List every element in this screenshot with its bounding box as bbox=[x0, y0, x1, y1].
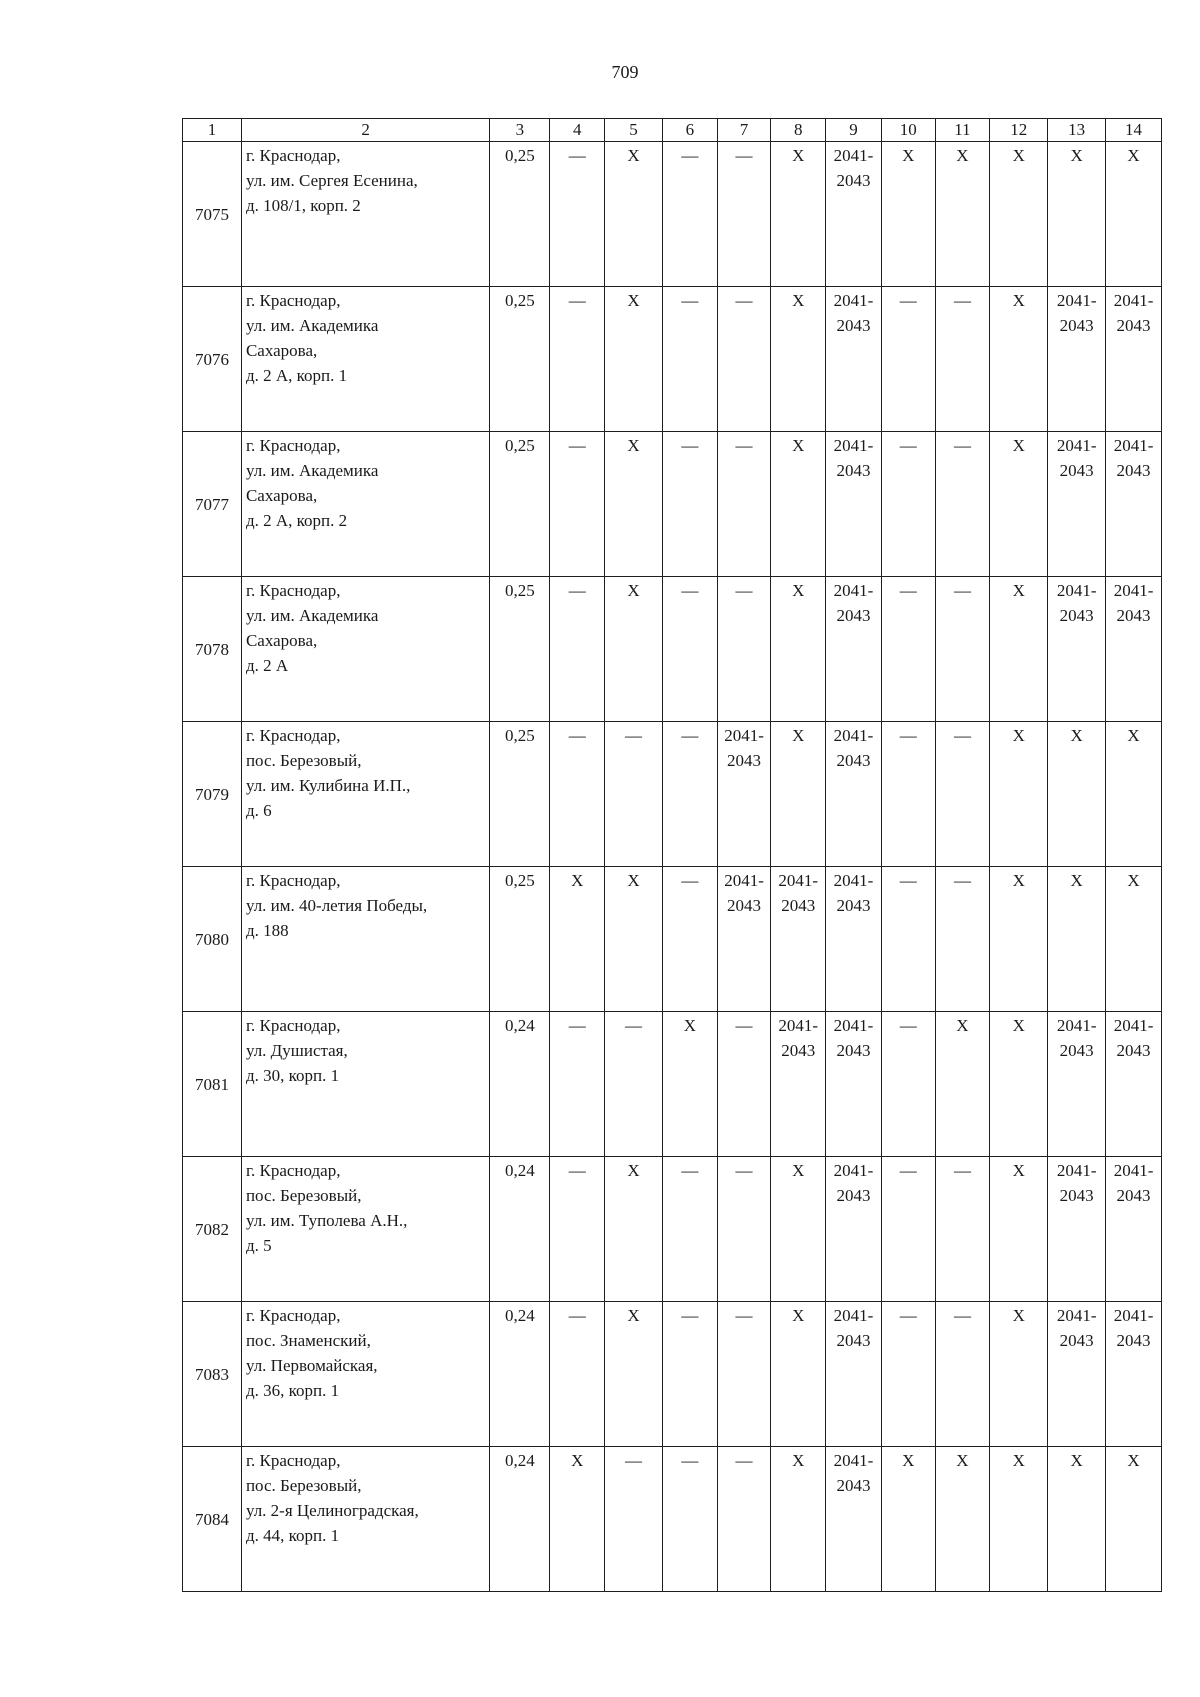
value-cell: — bbox=[662, 577, 717, 722]
address-cell: г. Краснодар, ул. им. Сергея Есенина, д. 108/1, корп. 2 bbox=[241, 142, 489, 287]
value-cell: X bbox=[990, 432, 1048, 577]
table-row bbox=[183, 1447, 1162, 1592]
address-cell: г. Краснодар, пос. Березовый, ул. им. Кулибина И.П., д. 6 bbox=[241, 722, 489, 867]
value-cell: — bbox=[550, 1012, 605, 1157]
value-cell: X bbox=[771, 287, 826, 432]
column-header: 13 bbox=[1048, 119, 1106, 142]
value-cell: X bbox=[1048, 867, 1106, 1012]
value-cell: X bbox=[662, 1012, 717, 1157]
value-cell: X bbox=[1048, 142, 1106, 287]
value-cell: — bbox=[881, 577, 935, 722]
row-number: 7084 bbox=[183, 1447, 242, 1592]
value-cell: 2041- 2043 bbox=[826, 867, 882, 1012]
area-cell: 0,24 bbox=[490, 1012, 550, 1157]
value-cell: — bbox=[881, 1012, 935, 1157]
value-cell: — bbox=[935, 577, 990, 722]
value-cell: — bbox=[662, 722, 717, 867]
value-cell: X bbox=[990, 1157, 1048, 1302]
value-cell: X bbox=[605, 1302, 663, 1447]
value-cell: 2041- 2043 bbox=[826, 1157, 882, 1302]
value-cell: X bbox=[990, 577, 1048, 722]
row-number: 7077 bbox=[183, 432, 242, 577]
value-cell: — bbox=[881, 432, 935, 577]
table-row bbox=[183, 867, 1162, 1012]
value-cell: 2041- 2043 bbox=[826, 577, 882, 722]
value-cell: — bbox=[662, 1157, 717, 1302]
value-cell: 2041- 2043 bbox=[717, 722, 771, 867]
value-cell: — bbox=[550, 287, 605, 432]
value-cell: — bbox=[935, 287, 990, 432]
area-cell: 0,25 bbox=[490, 432, 550, 577]
value-cell: X bbox=[771, 432, 826, 577]
value-cell: X bbox=[771, 142, 826, 287]
value-cell: X bbox=[1048, 722, 1106, 867]
schedule-table bbox=[182, 118, 1162, 1592]
value-cell: — bbox=[717, 432, 771, 577]
area-cell: 0,25 bbox=[490, 142, 550, 287]
value-cell: X bbox=[990, 142, 1048, 287]
column-header: 4 bbox=[550, 119, 605, 142]
address-cell: г. Краснодар, ул. Душистая, д. 30, корп. 1 bbox=[241, 1012, 489, 1157]
value-cell: — bbox=[881, 722, 935, 867]
value-cell: — bbox=[662, 142, 717, 287]
table-row bbox=[183, 1302, 1162, 1447]
value-cell: — bbox=[605, 722, 663, 867]
column-header: 9 bbox=[826, 119, 882, 142]
value-cell: — bbox=[717, 142, 771, 287]
address-cell: г. Краснодар, пос. Знаменский, ул. Первомайская, д. 36, корп. 1 bbox=[241, 1302, 489, 1447]
value-cell: 2041- 2043 bbox=[1106, 1012, 1162, 1157]
row-number: 7076 bbox=[183, 287, 242, 432]
value-cell: — bbox=[662, 432, 717, 577]
column-header: 8 bbox=[771, 119, 826, 142]
value-cell: 2041- 2043 bbox=[826, 432, 882, 577]
row-number: 7079 bbox=[183, 722, 242, 867]
value-cell: 2041- 2043 bbox=[1048, 1302, 1106, 1447]
value-cell: 2041- 2043 bbox=[826, 1302, 882, 1447]
value-cell: X bbox=[605, 867, 663, 1012]
value-cell: X bbox=[605, 432, 663, 577]
area-cell: 0,24 bbox=[490, 1302, 550, 1447]
value-cell: — bbox=[717, 1012, 771, 1157]
value-cell: X bbox=[881, 1447, 935, 1592]
value-cell: — bbox=[550, 722, 605, 867]
table-row bbox=[183, 432, 1162, 577]
area-cell: 0,24 bbox=[490, 1157, 550, 1302]
value-cell: X bbox=[605, 1157, 663, 1302]
column-header: 12 bbox=[990, 119, 1048, 142]
value-cell: X bbox=[1106, 867, 1162, 1012]
value-cell: — bbox=[717, 1302, 771, 1447]
value-cell: — bbox=[662, 287, 717, 432]
value-cell: X bbox=[550, 867, 605, 1012]
header-row bbox=[183, 119, 1162, 142]
value-cell: X bbox=[771, 1447, 826, 1592]
table-row bbox=[183, 577, 1162, 722]
table-row bbox=[183, 142, 1162, 287]
value-cell: 2041- 2043 bbox=[1106, 1157, 1162, 1302]
address-cell: г. Краснодар, пос. Березовый, ул. им. Туполева А.Н., д. 5 bbox=[241, 1157, 489, 1302]
value-cell: 2041- 2043 bbox=[1106, 287, 1162, 432]
row-number: 7082 bbox=[183, 1157, 242, 1302]
column-header: 3 bbox=[490, 119, 550, 142]
value-cell: 2041- 2043 bbox=[826, 142, 882, 287]
value-cell: — bbox=[935, 1302, 990, 1447]
column-header: 2 bbox=[241, 119, 489, 142]
table-row bbox=[183, 287, 1162, 432]
value-cell: — bbox=[717, 1157, 771, 1302]
value-cell: X bbox=[771, 577, 826, 722]
value-cell: 2041- 2043 bbox=[771, 1012, 826, 1157]
column-header: 10 bbox=[881, 119, 935, 142]
value-cell: 2041- 2043 bbox=[1106, 432, 1162, 577]
value-cell: X bbox=[990, 287, 1048, 432]
value-cell: — bbox=[550, 432, 605, 577]
value-cell: — bbox=[662, 1302, 717, 1447]
value-cell: 2041- 2043 bbox=[826, 287, 882, 432]
value-cell: 2041- 2043 bbox=[826, 1012, 882, 1157]
value-cell: X bbox=[1106, 142, 1162, 287]
value-cell: — bbox=[662, 1447, 717, 1592]
value-cell: X bbox=[1106, 722, 1162, 867]
value-cell: — bbox=[881, 287, 935, 432]
area-cell: 0,25 bbox=[490, 577, 550, 722]
value-cell: 2041- 2043 bbox=[1048, 1157, 1106, 1302]
value-cell: 2041- 2043 bbox=[1106, 1302, 1162, 1447]
table-row bbox=[183, 1012, 1162, 1157]
table-row bbox=[183, 722, 1162, 867]
value-cell: 2041- 2043 bbox=[826, 722, 882, 867]
value-cell: 2041- 2043 bbox=[1106, 577, 1162, 722]
value-cell: 2041- 2043 bbox=[1048, 1012, 1106, 1157]
table-row bbox=[183, 1157, 1162, 1302]
value-cell: X bbox=[990, 1012, 1048, 1157]
value-cell: — bbox=[605, 1447, 663, 1592]
value-cell: X bbox=[881, 142, 935, 287]
value-cell: X bbox=[990, 722, 1048, 867]
value-cell: X bbox=[771, 722, 826, 867]
value-cell: — bbox=[717, 1447, 771, 1592]
value-cell: — bbox=[662, 867, 717, 1012]
area-cell: 0,25 bbox=[490, 867, 550, 1012]
value-cell: — bbox=[935, 722, 990, 867]
value-cell: — bbox=[550, 1302, 605, 1447]
value-cell: — bbox=[605, 1012, 663, 1157]
address-cell: г. Краснодар, ул. им. Академика Сахарова, д. 2 А, корп. 2 bbox=[241, 432, 489, 577]
area-cell: 0,25 bbox=[490, 722, 550, 867]
address-cell: г. Краснодар, ул. им. Академика Сахарова, д. 2 А, корп. 1 bbox=[241, 287, 489, 432]
value-cell: — bbox=[881, 1302, 935, 1447]
row-number: 7078 bbox=[183, 577, 242, 722]
table-body bbox=[183, 142, 1162, 1592]
column-header: 11 bbox=[935, 119, 990, 142]
value-cell: X bbox=[935, 1012, 990, 1157]
value-cell: — bbox=[717, 577, 771, 722]
value-cell: X bbox=[990, 1447, 1048, 1592]
value-cell: — bbox=[935, 867, 990, 1012]
address-cell: г. Краснодар, пос. Березовый, ул. 2-я Целиноградская, д. 44, корп. 1 bbox=[241, 1447, 489, 1592]
value-cell: X bbox=[1106, 1447, 1162, 1592]
value-cell: X bbox=[605, 142, 663, 287]
area-cell: 0,24 bbox=[490, 1447, 550, 1592]
column-header: 14 bbox=[1106, 119, 1162, 142]
value-cell: 2041- 2043 bbox=[771, 867, 826, 1012]
value-cell: X bbox=[605, 577, 663, 722]
value-cell: X bbox=[771, 1157, 826, 1302]
value-cell: X bbox=[990, 867, 1048, 1012]
value-cell: X bbox=[1048, 1447, 1106, 1592]
area-cell: 0,25 bbox=[490, 287, 550, 432]
value-cell: — bbox=[550, 577, 605, 722]
column-header: 7 bbox=[717, 119, 771, 142]
value-cell: 2041- 2043 bbox=[1048, 287, 1106, 432]
value-cell: 2041- 2043 bbox=[1048, 577, 1106, 722]
column-header: 5 bbox=[605, 119, 663, 142]
value-cell: 2041- 2043 bbox=[1048, 432, 1106, 577]
value-cell: — bbox=[550, 1157, 605, 1302]
row-number: 7080 bbox=[183, 867, 242, 1012]
value-cell: 2041- 2043 bbox=[717, 867, 771, 1012]
row-number: 7083 bbox=[183, 1302, 242, 1447]
value-cell: — bbox=[935, 1157, 990, 1302]
value-cell: X bbox=[935, 142, 990, 287]
value-cell: — bbox=[881, 1157, 935, 1302]
address-cell: г. Краснодар, ул. им. 40-летия Победы, д. 188 bbox=[241, 867, 489, 1012]
row-number: 7075 bbox=[183, 142, 242, 287]
value-cell: — bbox=[550, 142, 605, 287]
page-number: 709 bbox=[611, 62, 639, 82]
value-cell: — bbox=[881, 867, 935, 1012]
value-cell: X bbox=[990, 1302, 1048, 1447]
value-cell: — bbox=[717, 287, 771, 432]
value-cell: X bbox=[550, 1447, 605, 1592]
column-header: 6 bbox=[662, 119, 717, 142]
value-cell: X bbox=[935, 1447, 990, 1592]
value-cell: — bbox=[935, 432, 990, 577]
address-cell: г. Краснодар, ул. им. Академика Сахарова, д. 2 А bbox=[241, 577, 489, 722]
value-cell: X bbox=[771, 1302, 826, 1447]
column-header: 1 bbox=[183, 119, 242, 142]
row-number: 7081 bbox=[183, 1012, 242, 1157]
value-cell: 2041- 2043 bbox=[826, 1447, 882, 1592]
value-cell: X bbox=[605, 287, 663, 432]
